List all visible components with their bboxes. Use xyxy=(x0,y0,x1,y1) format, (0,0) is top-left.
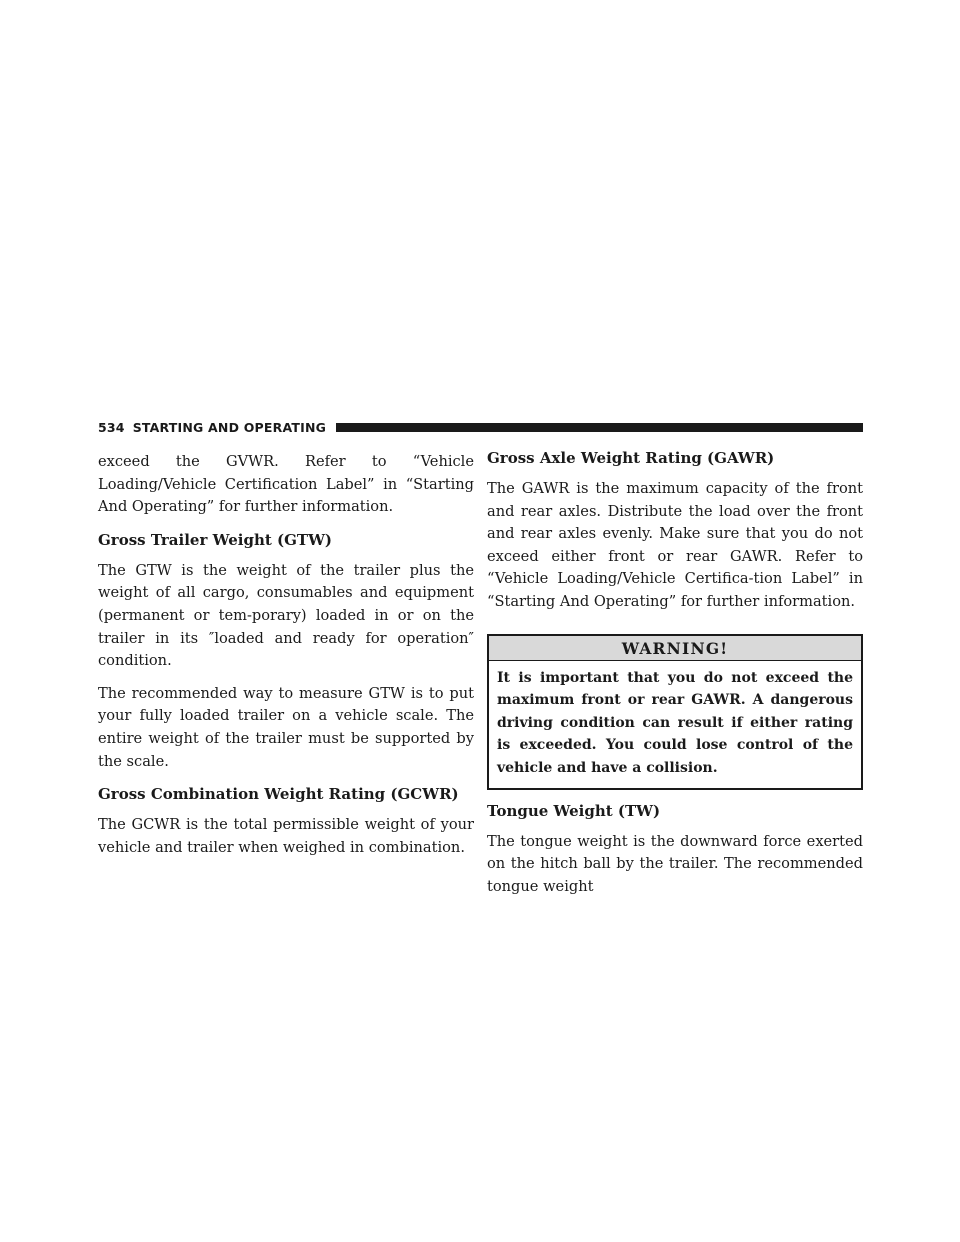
gawr-heading: Gross Axle Weight Rating (GAWR) xyxy=(487,449,775,467)
gcwr-paragraph: The GCWR is the total permissible weight of your vehicle and trailer when weighed in combination. xyxy=(98,816,474,856)
page-number: 534 xyxy=(98,419,125,435)
intro-paragraph: exceed the GVWR. Refer to “Vehicle Loading/Vehicle Certification Label” in “Starting And Operating” for further information. xyxy=(98,453,474,516)
page-header xyxy=(98,419,863,435)
gcwr-heading: Gross Combination Weight Rating (GCWR) xyxy=(98,785,459,804)
gtw-paragraph-1: The GTW is the weight of the trailer plus the weight of all cargo, consumables and equipment (permanent or tem-porary) loaded in or on the trailer in its ″loaded and ready for operation″ condition. xyxy=(98,561,474,670)
tw-paragraph: The tongue weight is the downward force exerted on the hitch ball by the trailer. The recommended tongue weight xyxy=(487,832,863,895)
left-column xyxy=(98,451,474,869)
warning-text: It is important that you do not exceed the maximum front or rear GAWR. A dangerous driving condition can result if either rating is exceeded. You could lose control of the vehicle and have a collision. xyxy=(497,669,853,776)
gtw-heading: Gross Trailer Weight (GTW) xyxy=(98,530,333,549)
gawr-paragraph: The GAWR is the maximum capacity of the front and rear axles. Distribute the load over the front and rear axles evenly. Make sure that you do not exceed either front or rear GAWR. Refer to “Vehicle Loading/Vehicle Certifica-tion Label” in “Starting And Operating” for further information. xyxy=(487,480,863,610)
warning-title: WARNING! xyxy=(489,636,861,661)
header-rule xyxy=(336,423,863,432)
section-title: STARTING AND OPERATING xyxy=(132,419,327,435)
gtw-paragraph-2: The recommended way to measure GTW is to put your fully loaded trailer on a vehicle scale. The entire weight of the trailer must be supported by the scale. xyxy=(98,684,474,770)
tw-heading: Tongue Weight (TW) xyxy=(487,801,661,820)
warning-box xyxy=(487,634,863,790)
right-column xyxy=(487,451,863,908)
